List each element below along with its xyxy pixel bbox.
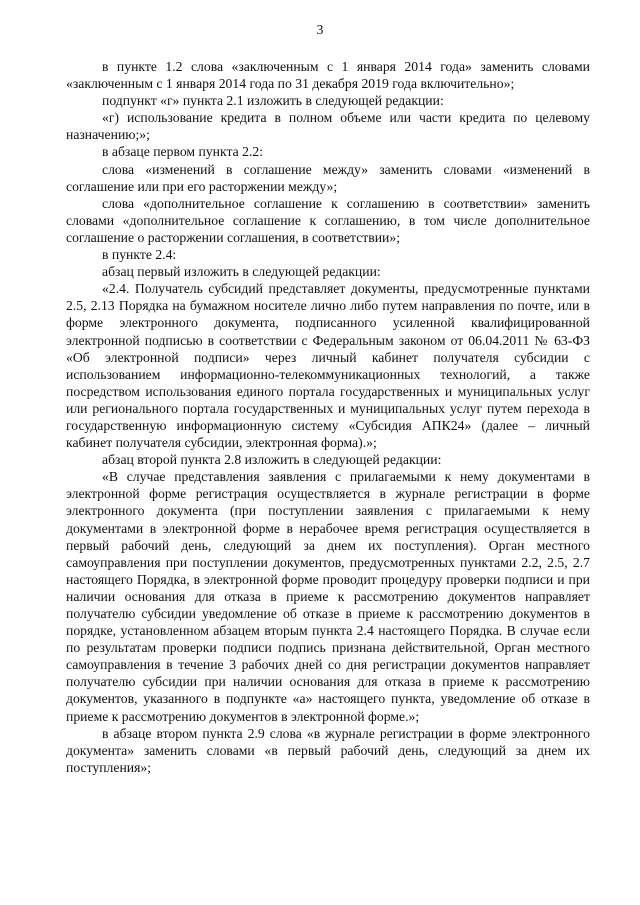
paragraph-point-2-2-second-change: слова «дополнительное соглашение к соглашению в соответствии» заменить словами «дополнительное соглашение к соглашению, в том числе дополнительное соглашение о расторжении соглашения, в соответствии»; [66, 195, 590, 245]
paragraph-point-2-2-intro: в абзаце первом пункта 2.2: [102, 144, 264, 160]
paragraph-subpoint-g-text: «г) использование кредита в полном объеме или части кредита по целевому назначению;»; [66, 110, 590, 143]
paragraph-point-1-2-amendment: в пункте 1.2 слова «заключенным с 1 января 2014 года» заменить словами «заключенным с 1 января 2014 года по 31 декабря 2019 года включительно»; [66, 59, 590, 92]
paragraph-subpoint-g-intro: подпункт «г» пункта 2.1 изложить в следующей редакции: [102, 93, 444, 109]
paragraph-point-2-9-amendment: в абзаце втором пункта 2.9 слова «в журнале регистрации в форме электронного документа» заменить словами «в первый рабочий день, следующий за днем их поступления»; [66, 725, 590, 775]
paragraph-point-2-2-first-change: слова «изменений в соглашение между» заменить словами «изменений в соглашение или при его расторжении между»; [66, 161, 590, 194]
paragraph-point-2-8-text: «В случае представления заявления с прилагаемыми к нему документами в электронной форме регистрация осуществляется в журнале регистрации в форме электронного документа (при поступлении заявления с прилагаемыми к нему документами в электронной форме в нерабочее время регистрация осуществляется в первый рабочий день, следующий за днем их поступления). Орган местного самоуправления при поступлении документов, предусмотренных пунктами 2.2, 2.5, 2.7 настоящего Порядка, в электронной форме проводит процедуру проверки подписи и при наличии основания для отказа в приеме к рассмотрению документов направляет получателю субсидии уведомление об отказе в приеме к рассмотрению документов в порядке, установленном абзацем вторым пункта 2.4 настоящего Порядка. В случае если по результатам проверки подписи подпись признана действительной, Орган местного самоуправления в течение 3 рабочих дней со дня регистрации документов направляет получателю субсидии при наличии основания для отказа в приеме к рассмотрению документов, указанного в подпункте «а» настоящего пункта, уведомление об отказе в приеме к рассмотрению документов в электронной форме.»; [66, 469, 590, 724]
paragraph-point-2-4-first-abzac-intro: абзац первый изложить в следующей редакции: [102, 264, 381, 280]
page-number: 3 [316, 22, 324, 37]
paragraph-point-2-4-intro: в пункте 2.4: [102, 247, 177, 263]
paragraph-point-2-8-intro: абзац второй пункта 2.8 изложить в следующей редакции: [102, 452, 442, 468]
document-body [66, 58, 590, 776]
paragraph-point-2-4-text: «2.4. Получатель субсидий представляет документы, предусмотренные пунктами 2.5, 2.13 Порядка на бумажном носителе лично либо путем направления по почте, или в форме электронного документа, подписанного усиленной квалифицированной электронной подписью в соответствии с Федеральным законом от 06.04.2011 № 63-ФЗ «Об электронной подписи» через личный кабинет получателя субсидии с использованием информационно-телекоммуникационных технологий, а также посредством использования единого портала государственных и муниципальных услуг или регионального портала государственных и муниципальных услуг путем перехода в государственную информационную систему «Субсидия АПК24» (далее – личный кабинет получателя субсидии, электронная форма).»; [66, 281, 590, 451]
